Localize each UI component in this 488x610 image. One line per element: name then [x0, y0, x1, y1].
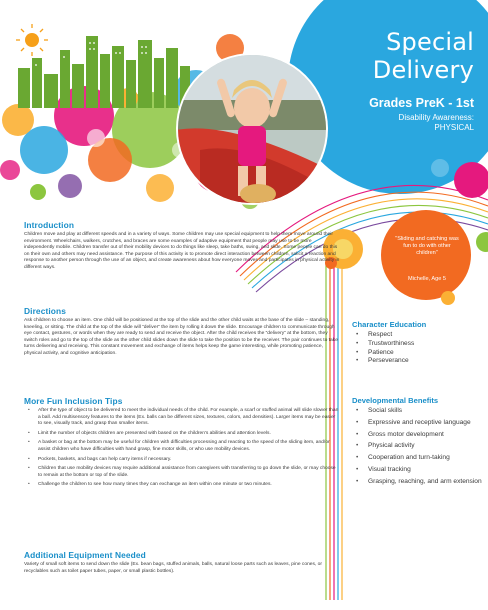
list-item: • Pockets, baskets, and bags can help carry items if necessary. [24, 457, 340, 464]
developmental-benefits-list [352, 407, 482, 487]
list-item: • Physical activity [352, 442, 482, 451]
grades-label: Grades PreK - 1st [369, 96, 474, 110]
tips-section [24, 396, 340, 492]
directions-text: Ask children to choose an item. One child will be positioned at the top of the slide and the other child waits at the base of the slide – standing, kneeling, or sitting. The child at the top of the slide will “deliver” the item by rolling it down the slide. Encourage children to communicate through eye contact, gestures, or words when they are ready to send and receive the object. After the child receives the “delivery” at the bottom, they switch roles and go to the top of the slide as the other child slides down the slide to take the position to be the receiver. The pair continues to take turns delivering and receiving. This constant movement and exchange of items helps keep the game interesting, while promoting patience, physical activity, and cognitive anticipation. [24, 318, 338, 356]
directions-section [24, 306, 340, 358]
equipment-text: Variety of small soft items to send down the slide (Ex. bean bags, stuffed animals, balls, natural loose parts such as leaves, pine cones, or recyclables such as toilet paper tubes, paper, or small plastic bottles). [24, 562, 323, 574]
list-item: • Perseverance [352, 357, 482, 366]
character-education-heading: Character Education [352, 320, 427, 329]
list-item: • Grasping, reaching, and arm extension [352, 478, 482, 487]
disability-label [399, 113, 474, 133]
directions-heading: Directions [24, 306, 66, 316]
list-item: • After the type of object to be delivered to meet the individual needs of the child. For example, a scarf or stuffed animal will slide slower than a ball. Add multisensory features to the items (Ex. balls can be different sizes, textures, colors, and densities). Larger items may be easier to see, visually track, and grasp than smaller items. [24, 408, 340, 428]
list-item: • Respect [352, 331, 482, 340]
quote-text: "Sliding and catching was fun to do with other children" [395, 236, 459, 257]
disability-line2: PHYSICAL [434, 123, 474, 132]
list-item: • Visual tracking [352, 466, 482, 475]
list-item: • Cooperation and turn-taking [352, 454, 482, 463]
developmental-benefits-heading: Developmental Benefits [352, 396, 439, 405]
equipment-section [24, 550, 340, 575]
disability-line1: Disability Awareness: [398, 113, 474, 122]
sun-icon [16, 24, 48, 56]
list-item: • Children that use mobility devices may require additional assistance from caregivers with transferring to go down the slide, or may choose to remain at the bottom or top of the slide. [24, 466, 340, 479]
page-title-line2: Delivery [372, 56, 474, 84]
photo-child-on-slide [176, 53, 330, 210]
character-education-list [352, 331, 482, 366]
equipment-heading: Additional Equipment Needed [24, 550, 146, 560]
list-item: • Challenge the children to see how many times they can exchange an item within one minute or two minutes. [24, 482, 340, 489]
character-education-section [352, 320, 482, 366]
quote-author: Michelle, Age 5 [408, 276, 446, 282]
tips-list [24, 408, 340, 489]
list-item: • Trustworthiness [352, 340, 482, 349]
list-item: • Limit the number of objects children are presented with based on the children's abilities and attention levels. [24, 431, 340, 438]
list-item: • A basket or bag at the bottom may be useful for children with difficulties processing and reacting to the speed of the sliding item, and/or assist children who have difficulties with hand grasp, fine motor skills, or who use mobility devices. [24, 440, 340, 453]
introduction-text: Children move and play at different speeds and in a variety of ways. Some children may use special equipment to help them move around their environment. Wheelchairs, walkers, crutches, and braces are some examples of adaptive equipment that people may use to be more independently mobile. Children transfer out of their mobility devices to do things like sleep, take baths, swing, and slide. Some people can do this on their own and others may need assistance. The purpose of this activity is to promote direct interaction between children, solicit a reaction and response to another person through the use of an object, and create awareness about how everyone moves and participates in physical activity in different ways. [24, 232, 340, 270]
page-title-line1: Special [386, 28, 474, 56]
developmental-benefits-section [352, 396, 482, 490]
list-item: • Social skills [352, 407, 482, 416]
list-item: • Gross motor development [352, 431, 482, 440]
list-item: • Patience [352, 349, 482, 358]
title-block [373, 28, 474, 84]
tips-heading: More Fun Inclusion Tips [24, 396, 123, 406]
list-item: • Expressive and receptive language [352, 419, 482, 428]
introduction-section [24, 220, 340, 272]
introduction-heading: Introduction [24, 220, 75, 230]
